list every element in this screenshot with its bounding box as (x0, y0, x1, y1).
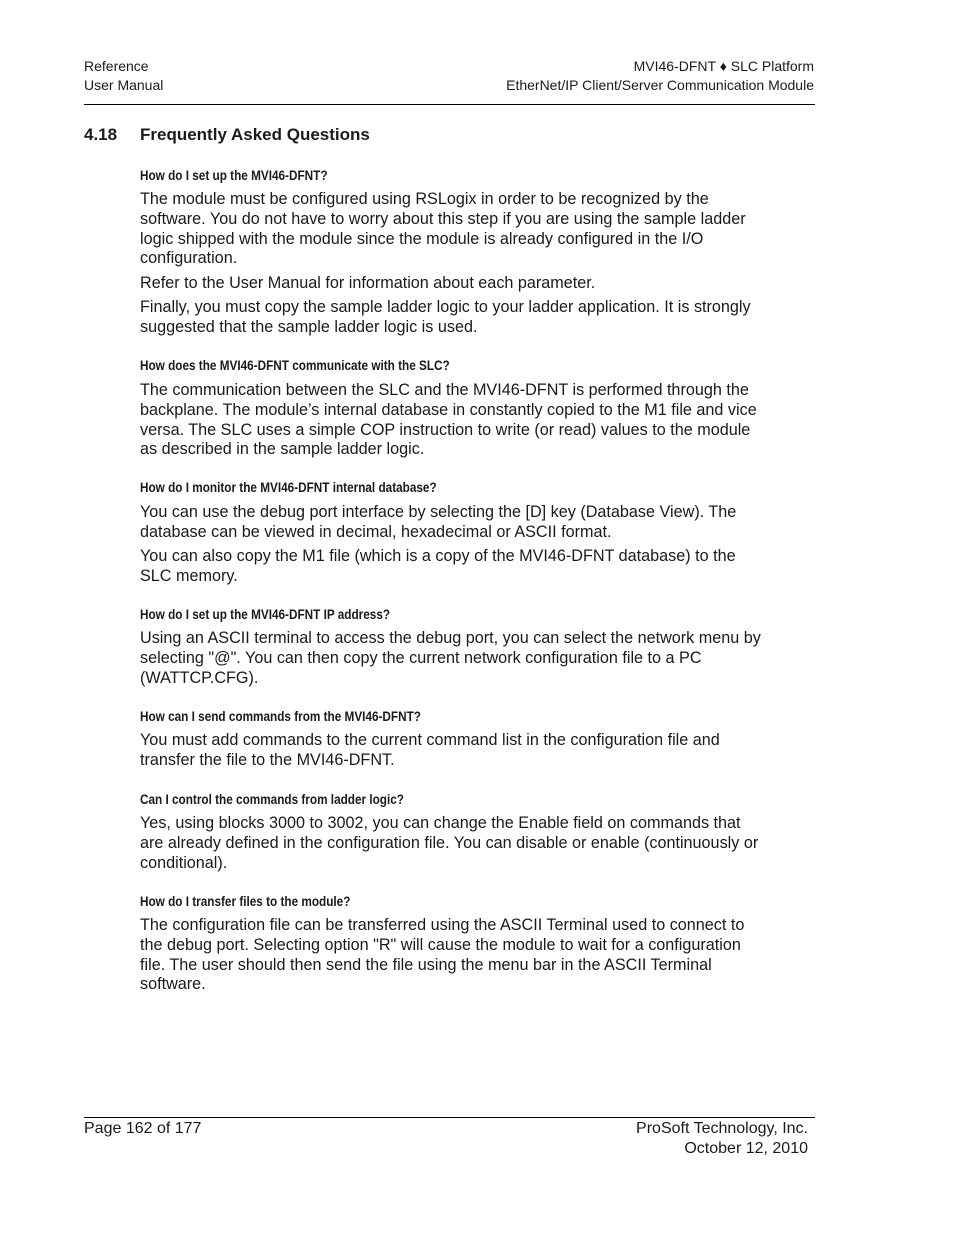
faq-answer-paragraph: You can use the debug port interface by selecting the [D] key (Database View). The database can be viewed in decimal, hexadecimal or ASCII format. (140, 503, 737, 541)
faq-answer-paragraph: The configuration file can be transferred using the ASCII Terminal used to connect to the debug port. Selecting option "R" will cause the module to wait for a configuration file. The user should then send the file using the menu bar in the ASCII Terminal software. (140, 916, 745, 994)
header-divider (84, 104, 815, 105)
header-product-description: EtherNet/IP Client/Server Communication Module (506, 77, 814, 93)
section-heading (84, 125, 370, 145)
section-title: Frequently Asked Questions (140, 125, 370, 144)
faq-answer-paragraph: The module must be configured using RSLogix in order to be recognized by the software. You do not have to worry about this step if you are using the sample ladder logic shipped with the module since the module is already configured in the I/O configuration. (140, 190, 746, 268)
page-header-right (506, 57, 814, 95)
faq-question: How do I monitor the MVI46-DFNT internal database? (140, 479, 437, 495)
faq-answer-paragraph: Using an ASCII terminal to access the debug port, you can select the network menu by selecting "@". You can then copy the current network configuration file to a PC (WATTCP.CFG). (140, 629, 761, 687)
footer-divider (84, 1117, 815, 1118)
faq-answer-paragraph: Refer to the User Manual for information about each parameter. (140, 274, 596, 292)
header-doc-type: User Manual (84, 77, 164, 93)
header-product: MVI46-DFNT ♦ SLC Platform (633, 58, 814, 74)
page-header-left (84, 57, 163, 95)
faq-answer-paragraph: You can also copy the M1 file (which is a copy of the MVI46-DFNT database) to the SLC memory. (140, 547, 736, 585)
faq-answer-paragraph: You must add commands to the current command list in the configuration file and transfer the file to the MVI46-DFNT. (140, 731, 720, 769)
page-number: Page 162 of 177 (84, 1120, 202, 1137)
faq-question: How can I send commands from the MVI46-DFNT? (140, 708, 421, 724)
page-footer-right (636, 1119, 808, 1159)
faq-question: How do I set up the MVI46-DFNT? (140, 167, 328, 183)
faq-question: Can I control the commands from ladder logic? (140, 791, 404, 807)
section-number: 4.18 (84, 125, 118, 144)
faq-answer-paragraph: Finally, you must copy the sample ladder logic to your ladder application. It is strongly suggested that the sample ladder logic is used. (140, 298, 751, 336)
faq-question: How do I set up the MVI46-DFNT IP address? (140, 606, 391, 622)
faq-question: How do I transfer files to the module? (140, 893, 351, 909)
footer-date: October 12, 2010 (684, 1140, 808, 1157)
faq-question: How does the MVI46-DFNT communicate with the SLC? (140, 357, 450, 373)
footer-company: ProSoft Technology, Inc. (636, 1120, 808, 1137)
faq-answer-paragraph: The communication between the SLC and the MVI46-DFNT is performed through the backplane. The module’s internal database in constantly copied to the M1 file and vice versa. The SLC uses a simple COP instruction to write (or read) values to the module as described in the sample ladder logic. (140, 381, 757, 459)
faq-answer-paragraph: Yes, using blocks 3000 to 3002, you can change the Enable field on commands that are already defined in the configuration file. You can disable or enable (continuously or conditional). (140, 814, 759, 872)
header-section-label: Reference (84, 58, 149, 74)
